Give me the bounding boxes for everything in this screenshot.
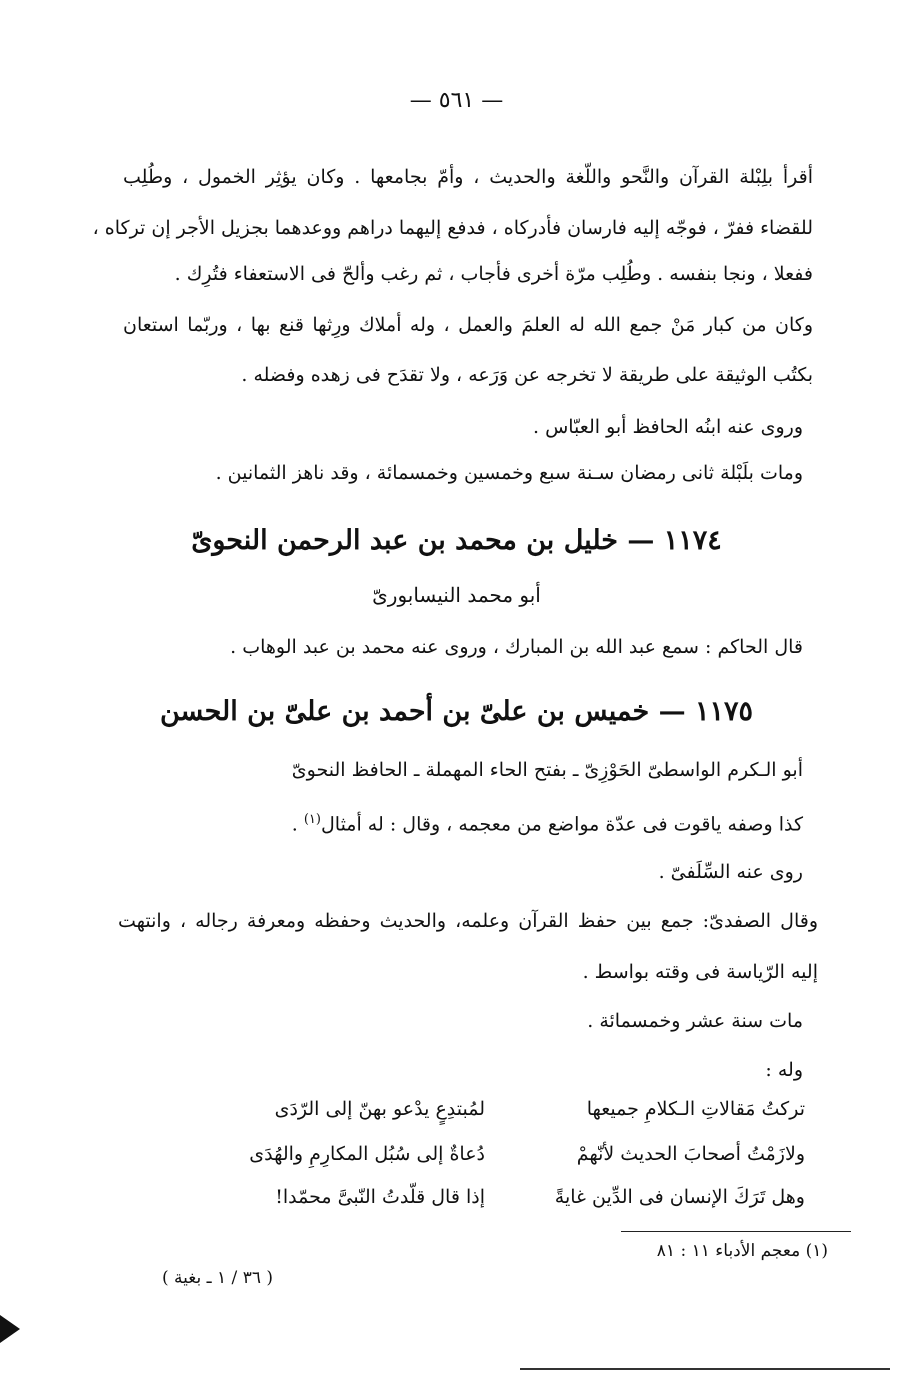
entry-kunya-1175: أبو الـكرم الواسطىّ الحَوْزِىّ ـ بفتح الحاء المهملة ـ الحافظ النحوىّ [291, 759, 803, 781]
entry-line: إليه الرّياسة فى وقته بواسط . [582, 961, 818, 983]
entry-line: مات سنة عشر وخمسمائة . [587, 1010, 803, 1032]
entry-line: وقال الصفدىّ: جمع بين حفظ القرآن وعلمه، والحديث وحفظه ومعرفة رجاله ، وانتهت [118, 910, 818, 932]
footnote-separator [621, 1231, 851, 1232]
paragraph-line: للقضاء ففرّ ، فوجّه إليه فارسان فأدركاه ، فدفع إليهما دراهم ووعدهما بجزيل الأجر إن تركاه ، [92, 217, 813, 239]
entry-heading-1174: ١١٧٤ — خليل بن محمد بن عبد الرحمن النحوىّ [191, 525, 722, 556]
paragraph-line: ومات بلَبْلة ثانى رمضان سـنة سبع وخمسين وخمسمائة ، وقد ناهز الثمانين . [215, 462, 803, 484]
paragraph-line: وكان من كبار مَنْ جمع الله له العلمَ والعمل ، وله أملاك ورِثها قنع بها ، وربّما استعان [123, 314, 813, 336]
entry-heading-1175: ١١٧٥ — خميس بن علىّ بن أحمد بن علىّ بن الحسن [159, 696, 754, 727]
entry-kunya-1174: أبو محمد النيسابورىّ [372, 583, 541, 607]
paragraph-line: ففعلا ، ونجا بنفسه . وطُلِب مرّة أخرى فأجاب ، ثم رغب وألحّ فى الاستعفاء فتُرِك . [174, 263, 813, 285]
corner-mark [0, 1315, 20, 1343]
signature-mark: ( ٣٦ / ١ ـ بغية ) [162, 1268, 274, 1288]
footnote: (١) معجم الأدباء ١١ : ٨١ [656, 1241, 828, 1261]
verse-second-hemistich: إذا قال قلّدتُ النّبىَّ محمّدا! [275, 1186, 485, 1208]
verse-first-hemistich: تركتُ مَقالاتِ الـكلامِ جميعها [586, 1098, 805, 1120]
paragraph-line: أقرأ بلِبْلة القرآن والنَّحو واللّغة والحديث ، وأمّ بجامعها . وكان يؤثِر الخمول ، وطُلِب [123, 166, 813, 188]
page-number: — ٥٦١ — [409, 88, 504, 113]
entry-text-1174: قال الحاكم : سمع عبد الله بن المبارك ، وروى عنه محمد بن عبد الوهاب . [230, 636, 803, 658]
entry-line: وله : [765, 1059, 803, 1081]
entry-line: كذا وصفه ياقوت فى عدّة مواضع من معجمه ، وقال : له أمثال$^{(١)}$ . [291, 812, 803, 836]
bottom-rule [520, 1368, 890, 1370]
paragraph-line: وروى عنه ابنُه الحافظ أبو العبّاس . [533, 416, 803, 438]
verse-second-hemistich: لمُبتدِعٍ يدْعو بهنّ إلى الرّدَى [274, 1098, 485, 1120]
footnote-marker: (١) [303, 812, 321, 827]
verse-first-hemistich: وهل تَرَكَ الإنسان فى الدِّين غايةً [554, 1186, 805, 1208]
verse-second-hemistich: دُعاةٌ إلى سُبُل المكارِمِ والهُدَى [249, 1143, 485, 1165]
verse-first-hemistich: ولازَمْتُ أصحابَ الحديث لأنّهمْ [576, 1143, 805, 1165]
paragraph-line: بكتُب الوثيقة على طريقة لا تخرجه عن وَرَعه ، ولا تقدَح فى زهده وفضله . [241, 364, 813, 386]
entry-line-text: كذا وصفه ياقوت فى عدّة مواضع من معجمه ، وقال : له أمثال [320, 813, 803, 836]
entry-line: روى عنه السِّلَفىّ . [658, 861, 803, 883]
